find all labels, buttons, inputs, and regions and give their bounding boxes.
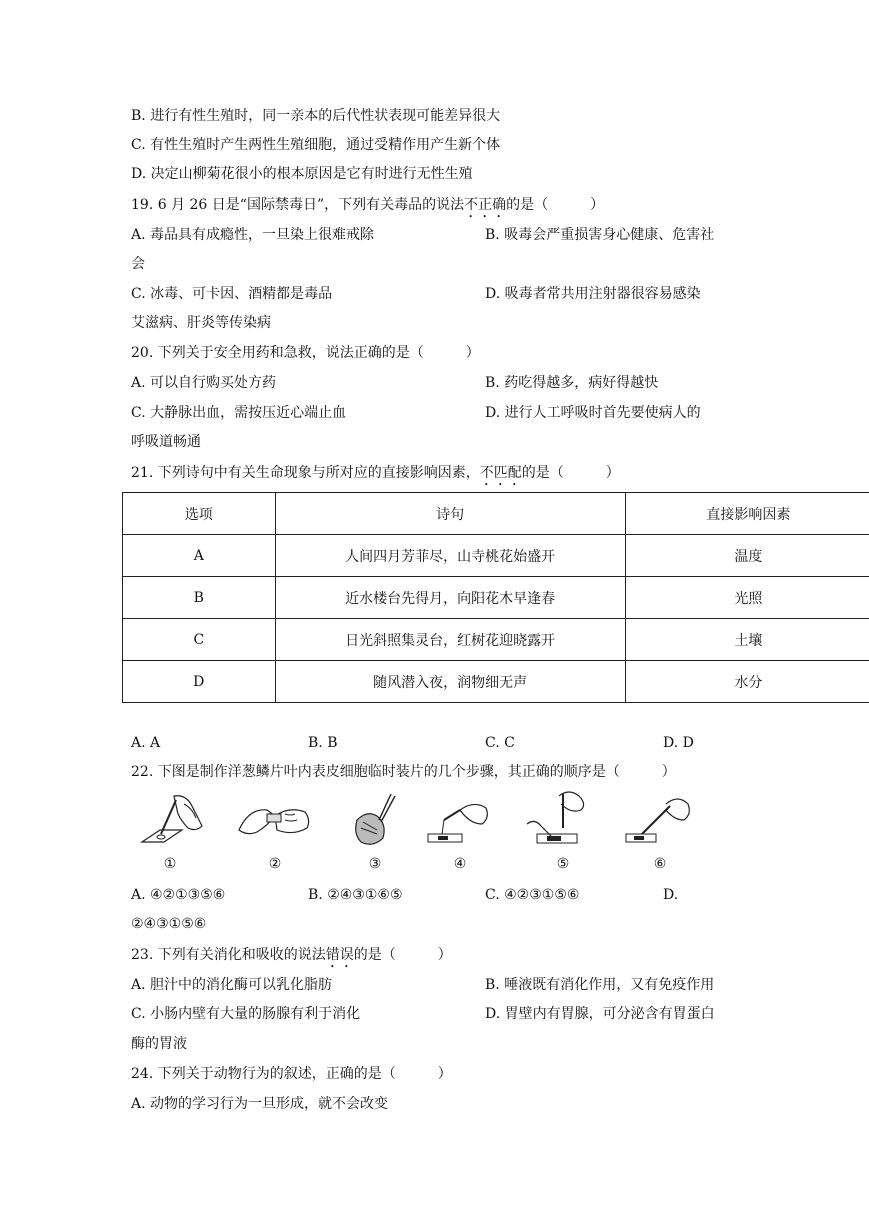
table-cell: 随风潜入夜，润物细无声 xyxy=(275,661,625,703)
emphasis-text: 不正确 xyxy=(464,197,507,213)
q23-option-d-cont: 酶的胃液 xyxy=(131,1036,187,1052)
q19-option-b-cont: 会 xyxy=(131,256,145,272)
step-number: ⑥ xyxy=(653,856,667,872)
q19-option-d-cont: 艾滋病、肝炎等传染病 xyxy=(131,315,271,331)
table-header: 直接影响因素 xyxy=(625,493,869,535)
step-number: ② xyxy=(268,856,282,872)
dropper-slide-icon xyxy=(420,790,500,852)
table-cell: 水分 xyxy=(625,661,869,703)
table-row xyxy=(123,535,869,577)
q22-option-d: D. xyxy=(663,887,679,903)
table-header: 诗句 xyxy=(275,493,625,535)
table-cell: C xyxy=(123,619,276,661)
q18-option-d: D. 决定山柳菊花很小的根本原因是它有时进行无性生殖 xyxy=(131,166,473,182)
q21-option-a: A. A xyxy=(131,735,161,751)
table-cell: A xyxy=(123,535,276,577)
q20-option-b: B. 药吃得越多，病好得越快 xyxy=(485,375,659,391)
poem-factor-table xyxy=(122,492,869,703)
q21-stem: 21. 下列诗句中有关生命现象与所对应的直接影响因素，不匹配的是（ ） xyxy=(131,465,620,481)
tweezers-onion-icon xyxy=(335,790,415,852)
q20-option-d-cont: 呼吸道畅通 xyxy=(131,434,201,450)
table-cell: 光照 xyxy=(625,577,869,619)
q21-option-d: D. D xyxy=(663,735,694,751)
q22-option-b: B. ②④③①⑥⑤ xyxy=(308,887,403,903)
q20-stem: 20. 下列关于安全用药和急救，说法正确的是（ ） xyxy=(131,345,480,361)
q19-option-c: C. 冰毒、可卡因、酒精都是毒品 xyxy=(131,286,333,302)
step-2 xyxy=(235,790,315,880)
emphasis-text: 错误 xyxy=(325,947,354,963)
q22-option-d-cont: ②④③①⑤⑥ xyxy=(131,916,207,932)
q20-option-a: A. 可以自行购买处方药 xyxy=(131,375,277,391)
q19-stem: 19. 6 月 26 日是“国际禁毒日”，下列有关毒品的说法不正确的是（ ） xyxy=(131,197,605,213)
table-row xyxy=(123,661,869,703)
step-1 xyxy=(130,790,210,880)
table-row xyxy=(123,619,869,661)
step-number: ① xyxy=(163,856,177,872)
table-cell: 土壤 xyxy=(625,619,869,661)
step-3 xyxy=(335,790,415,880)
q23-option-b: B. 唾液既有消化作用，又有免疫作用 xyxy=(485,977,715,993)
q22-option-a: A. ④②①③⑤⑥ xyxy=(131,887,226,903)
table-header-row xyxy=(123,493,869,535)
q18-option-b: B. 进行有性生殖时，同一亲本的后代性状表现可能差异很大 xyxy=(131,108,501,124)
table-header: 选项 xyxy=(123,493,276,535)
step-number: ④ xyxy=(453,856,467,872)
q21-option-c: C. C xyxy=(485,735,515,751)
step-5 xyxy=(523,790,603,880)
q23-stem: 23. 下列有关消化和吸收的说法错误的是（ ） xyxy=(131,947,452,963)
q23-option-c: C. 小肠内壁有大量的肠腺有利于消化 xyxy=(131,1006,361,1022)
slide-preparation-steps xyxy=(130,790,710,880)
table-cell: B xyxy=(123,577,276,619)
step-6 xyxy=(620,790,700,880)
emphasis-text: 不匹配 xyxy=(479,465,522,481)
coverslip-lowering-icon xyxy=(523,790,603,852)
table-cell: 人间四月芳菲尽，山寺桃花始盛开 xyxy=(275,535,625,577)
step-number: ③ xyxy=(368,856,382,872)
step-4 xyxy=(420,790,500,880)
q24-option-a: A. 动物的学习行为一旦形成，就不会改变 xyxy=(131,1096,389,1112)
q19-option-a: A. 毒品具有成瘾性，一旦染上很难戒除 xyxy=(131,227,375,243)
q22-stem: 22. 下图是制作洋葱鳞片叶内表皮细胞临时装片的几个步骤，其正确的顺序是（ ） xyxy=(131,764,676,780)
step-number: ⑤ xyxy=(556,856,570,872)
q23-option-a: A. 胆汁中的消化酶可以乳化脂肪 xyxy=(131,977,333,993)
q21-option-b: B. B xyxy=(308,735,338,751)
q18-option-c: C. 有性生殖时产生两性生殖细胞，通过受精作用产生新个体 xyxy=(131,137,501,153)
table-row xyxy=(123,577,869,619)
table-cell: 温度 xyxy=(625,535,869,577)
dropper-on-slide-icon xyxy=(130,790,210,852)
table-cell: 近水楼台先得月，向阳花木早逢春 xyxy=(275,577,625,619)
staining-slide-icon xyxy=(620,790,700,852)
q23-option-d: D. 胃壁内有胃腺，可分泌含有胃蛋白 xyxy=(485,1006,715,1022)
q24-stem: 24. 下列关于动物行为的叙述，正确的是（ ） xyxy=(131,1066,452,1082)
q22-option-c: C. ④②③①⑤⑥ xyxy=(485,887,580,903)
table-cell: D xyxy=(123,661,276,703)
q20-option-c: C. 大静脉出血，需按压近心端止血 xyxy=(131,405,347,421)
table-cell: 日光斜照集灵台，红树花迎晓露开 xyxy=(275,619,625,661)
hands-wiping-slide-icon xyxy=(235,790,315,852)
q19-option-b: B. 吸毒会严重损害身心健康、危害社 xyxy=(485,227,715,243)
q20-option-d: D. 进行人工呼吸时首先要使病人的 xyxy=(485,405,701,421)
q19-option-d: D. 吸毒者常共用注射器很容易感染 xyxy=(485,286,701,302)
